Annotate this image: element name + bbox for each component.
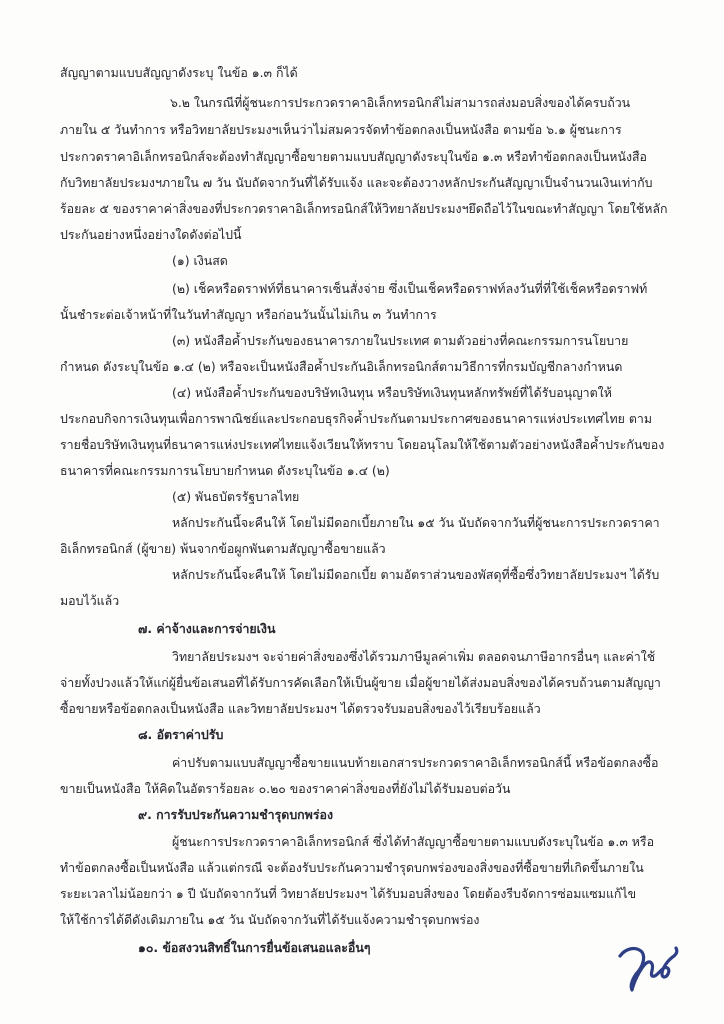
- text-line: ซื้อขายหรือข้อตกลงเป็นหนังสือ และวิทยาลัยประมงฯ ได้ตรวจรับมอบสิ่งของไว้เรียบร้อยแล้ว: [60, 701, 541, 716]
- list-item-finance-company-guarantee: (๔) หนังสือค้ำประกันของบริษัทเงินทุน หรือบริษัทเงินทุนหลักทรัพย์ที่ได้รับอนุญาตให้: [172, 385, 612, 400]
- text-line: อิเล็กทรอนิกส์ (ผู้ขาย) พ้นจากข้อผูกพันตามสัญญาซื้อขายแล้ว: [60, 541, 386, 556]
- text-line: รายชื่อบริษัทเงินทุนที่ธนาคารแห่งประเทศไทยแจ้งเวียนให้ทราบ โดยอนุโลมให้ใช้ตามตัวอย่างหนังสือค้ำประกันของ: [60, 437, 665, 452]
- text-line: ค่าปรับตามแบบสัญญาซื้อขายแนบท้ายเอกสารประกวดราคาอิเล็กทรอนิกส์นี้ หรือข้อตกลงซื้อ: [172, 755, 659, 770]
- list-item-cheque: (๒) เช็คหรือดราฟท์ที่ธนาคารเซ็นสั่งจ่าย ซึ่งเป็นเช็คหรือดราฟท์ลงวันที่ที่ใช้เช็คหรือดราฟท์: [172, 281, 648, 296]
- text-line: ระยะเวลาไม่น้อยกว่า ๑ ปี นับถัดจากวันที่ วิทยาลัยประมงฯ ได้รับมอบสิ่งของ โดยต้องรีบจัดการซ่อมแซมแก้ไข: [60, 886, 637, 901]
- text-line: ขายเป็นหนังสือ ให้คิดในอัตราร้อยละ ๐.๒๐ ของราคาค่าสิ่งของที่ยังไม่ได้รับมอบต่อวัน: [60, 781, 511, 796]
- text-line: ภายใน ๕ วันทำการ หรือวิทยาลัยประมงฯเห็นว่าไม่สมควรจัดทำข้อตกลงเป็นหนังสือ ตามข้อ ๖.๑ ผู้ชนะการ: [60, 122, 622, 137]
- text-line: ผู้ชนะการประกวดราคาอิเล็กทรอนิกส์ ซึ่งได้ทำสัญญาซื้อขายตามแบบดังระบุในข้อ ๑.๓ หรือ: [172, 834, 655, 849]
- text-line: ประกอบกิจการเงินทุนเพื่อการพาณิชย์และประกอบธุรกิจค้ำประกันตามประกาศของธนาคารแห่งประเทศไทย ตาม: [60, 411, 653, 426]
- text-line: ประกวดราคาอิเล็กทรอนิกส์จะต้องทำสัญญาซื้อขายตามแบบสัญญาดังระบุในข้อ ๑.๓ หรือทำข้อตกลงเป็นหนังสือ: [60, 149, 647, 164]
- text-line: ร้อยละ ๕ ของราคาค่าสิ่งของที่ประกวดราคาอิเล็กทรอนิกส์ให้วิทยาลัยประมงฯยึดถือไว้ในขณะทำสัญญา โดยใช้หลัก: [60, 201, 668, 216]
- list-item-cash: (๑) เงินสด: [172, 253, 228, 268]
- text-line: มอบไว้แล้ว: [60, 593, 120, 608]
- text-line: จ่ายทั้งปวงแล้วให้แก่ผู้ยื่นข้อเสนอที่ได้รับการคัดเลือกให้เป็นผู้ขาย เมื่อผู้ขายได้ส่งมอบสิ่งของได้ครบถ้วนตามสัญญา: [60, 675, 661, 690]
- text-line: นั้นชำระต่อเจ้าหน้าที่ในวันทำสัญญา หรือก่อนวันนั้นไม่เกิน ๓ วันทำการ: [60, 307, 437, 322]
- text-line: ประกันอย่างหนึ่งอย่างใดดังต่อไปนี้: [60, 227, 242, 242]
- text-line: หลักประกันนี้จะคืนให้ โดยไม่มีดอกเบี้ยภายใน ๑๕ วัน นับถัดจากวันที่ผู้ชนะการประกวดราคา: [172, 515, 660, 530]
- text-line: ให้ใช้การได้ดีดังเดิมภายใน ๑๕ วัน นับถัดจากวันที่ได้รับแจ้งความชำรุดบกพร่อง: [60, 912, 480, 927]
- list-item-bank-guarantee: (๓) หนังสือค้ำประกันของธนาคารภายในประเทศ ตามตัวอย่างที่คณะกรรมการนโยบาย: [172, 333, 629, 348]
- text-line: ทำข้อตกลงซื้อเป็นหนังสือ แล้วแต่กรณี จะต้องรับประกันความชำรุดบกพร่องของสิ่งของที่ซื้อขายที่เกิดขึ้นภายใน: [60, 860, 644, 875]
- text-line: สัญญาตามแบบสัญญาดังระบุ ในข้อ ๑.๓ ก็ได้: [60, 65, 298, 80]
- text-line: วิทยาลัยประมงฯ จะจ่ายค่าสิ่งของซึ่งได้รวมภาษีมูลค่าเพิ่ม ตลอดจนภาษีอากรอื่นๆ และค่าใช้: [172, 649, 656, 664]
- text-line: กับวิทยาลัยประมงฯภายใน ๗ วัน นับถัดจากวันที่ได้รับแจ้ง และจะต้องวางหลักประกันสัญญาเป็นจำนวนเงินเท่ากับ: [60, 175, 653, 190]
- list-item-government-bonds: (๕) พันธบัตรรัฐบาลไทย: [172, 489, 300, 504]
- handwritten-signature: [612, 934, 692, 994]
- section-7-heading: ๗. ค่าจ้างและการจ่ายเงิน: [138, 621, 276, 636]
- section-10-heading: ๑๐. ข้อสงวนสิทธิ์ในการยื่นข้อเสนอและอื่นๆ: [138, 940, 371, 955]
- text-line: กำหนด ดังระบุในข้อ ๑.๔ (๒) หรือจะเป็นหนังสือค้ำประกันอิเล็กทรอนิกส์ตามวิธีการที่กรมบัญชีกลางกำหนด: [60, 359, 623, 374]
- section-8-heading: ๘. อัตราค่าปรับ: [138, 727, 224, 742]
- text-line: หลักประกันนี้จะคืนให้ โดยไม่มีดอกเบี้ย ตามอัตราส่วนของพัสดุที่ซื้อซึ่งวิทยาลัยประมงฯ ได้รับ: [172, 567, 660, 582]
- clause-6-2-heading-line: ๖.๒ ในกรณีที่ผู้ชนะการประกวดราคาอิเล็กทรอนิกส์ไม่สามารถส่งมอบสิ่งของได้ครบถ้วน: [170, 95, 631, 110]
- text-line: ธนาคารที่คณะกรรมการนโยบายกำหนด ดังระบุในข้อ ๑.๔ (๒): [60, 463, 390, 478]
- section-9-heading: ๙. การรับประกันความชำรุดบกพร่อง: [138, 807, 334, 822]
